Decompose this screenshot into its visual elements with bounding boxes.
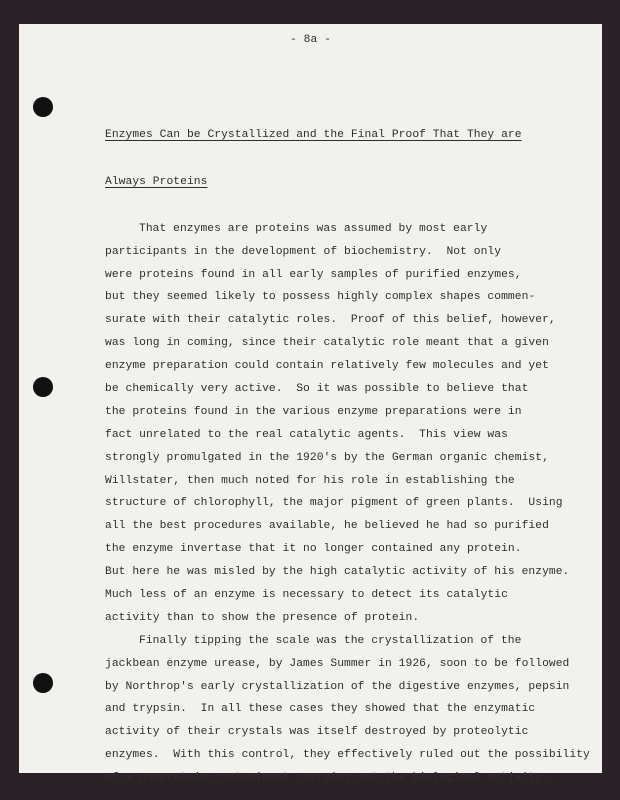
paragraph-line: enzyme preparation could contain relatively few molecules and yet	[105, 360, 549, 373]
paragraph-line: and trypsin. In all these cases they showed that the enzymatic	[105, 703, 536, 716]
paragraph-line: enzymes. With this control, they effectively ruled out the possibility	[105, 749, 590, 762]
paragraph-line: the proteins found in the various enzyme preparations were in	[105, 405, 522, 418]
punch-hole	[33, 97, 53, 117]
section-title-line: Always Proteins	[105, 175, 208, 188]
paragraph-line: But here he was misled by the high catalytic activity of his enzyme.	[105, 566, 570, 579]
page-number: - 8a -	[290, 34, 331, 46]
paragraph-line: Much less of an enzyme is necessary to detect its catalytic	[105, 589, 508, 602]
paragraph-line: of a nonprotein contaminant carrying out the biological activity.	[105, 772, 549, 785]
paragraph-line: jackbean enzyme urease, by James Summer in 1926, soon to be followed	[105, 657, 570, 670]
paragraph-line: were proteins found in all early samples of purified enzymes,	[105, 268, 522, 281]
paragraph-line: was long in coming, since their catalytic role meant that a given	[105, 337, 549, 350]
section-title-line: Enzymes Can be Crystallized and the Final Proof That They are	[105, 129, 522, 141]
paragraph-line: activity of their crystals was itself destroyed by proteolytic	[105, 726, 529, 739]
paragraph-line: strongly promulgated in the 1920's by the German organic chemist,	[105, 451, 549, 464]
punch-hole	[33, 377, 53, 397]
paragraph-line: all the best procedures available, he believed he had so purified	[105, 520, 549, 533]
paragraph-line: by Northrop's early crystallization of the digestive enzymes, pepsin	[105, 680, 570, 693]
document-page	[19, 24, 602, 785]
paragraph-line: Finally tipping the scale was the crystallization of the	[139, 634, 522, 647]
paragraph-line: the enzyme invertase that it no longer contained any protein.	[105, 543, 522, 556]
paragraph-line: activity than to show the presence of protein.	[105, 611, 420, 624]
paragraph-line: fact unrelated to the real catalytic agents. This view was	[105, 428, 508, 441]
paragraph-line: but they seemed likely to possess highly complex shapes commen-	[105, 291, 536, 304]
paragraph-line: be chemically very active. So it was possible to believe that	[105, 383, 529, 396]
paragraph-line: structure of chlorophyll, the major pigment of green plants. Using	[105, 497, 563, 510]
document-body	[105, 100, 590, 790]
paragraph-line: participants in the development of biochemistry. Not only	[105, 245, 502, 258]
paragraph-line: That enzymes are proteins was assumed by most early	[139, 222, 488, 235]
paragraph-line: surate with their catalytic roles. Proof of this belief, however,	[105, 314, 556, 327]
punch-hole	[33, 673, 53, 693]
paragraph-line: Willstater, then much noted for his role in establishing the	[105, 474, 515, 487]
